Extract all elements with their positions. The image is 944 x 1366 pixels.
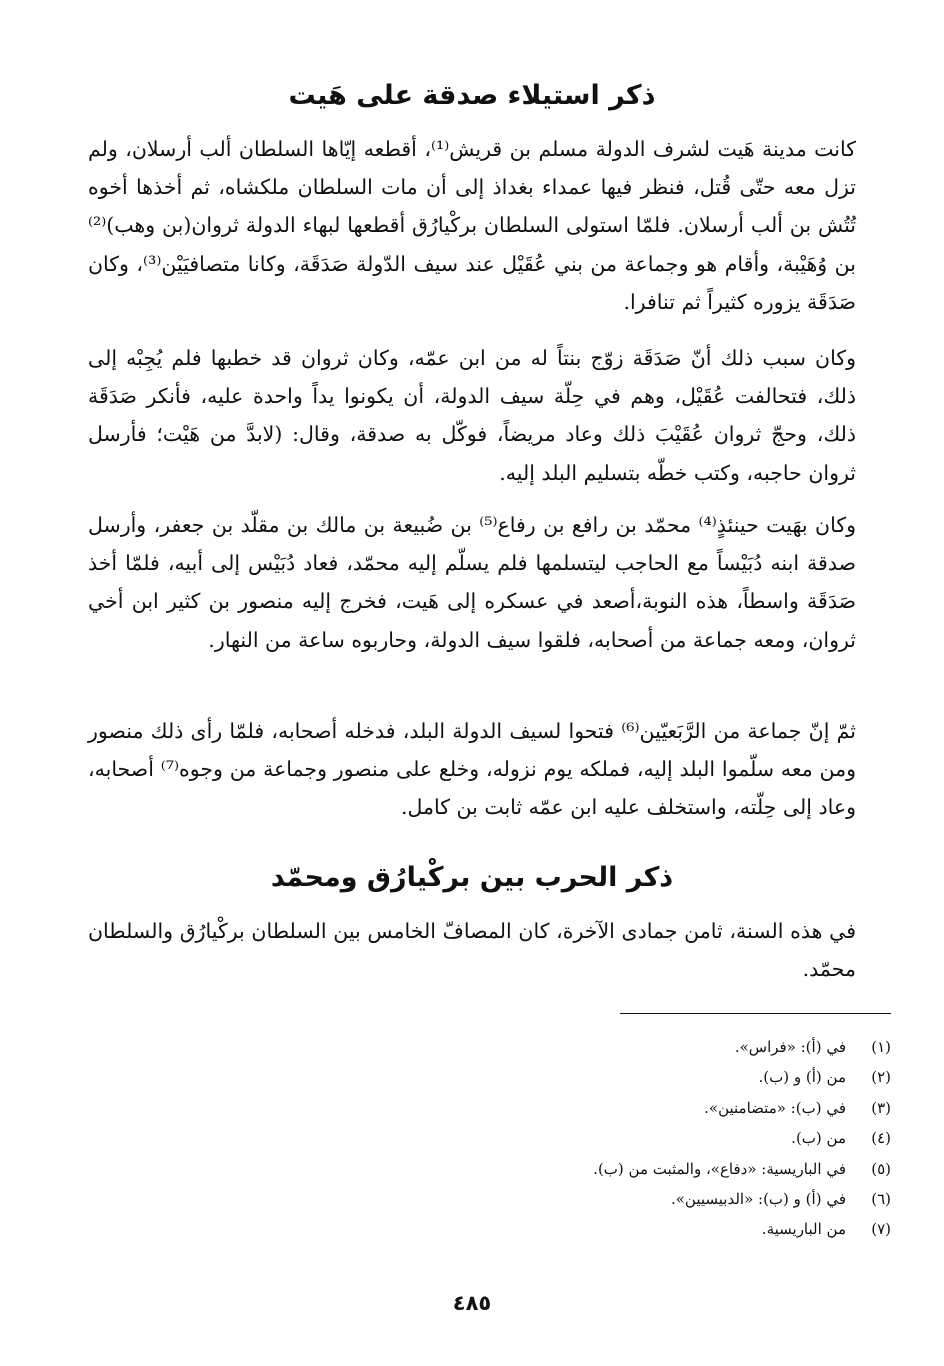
footnote-text: في (ب): «متضامنين».: [704, 1098, 846, 1117]
footnote-text: من الباريسية.: [761, 1220, 846, 1239]
footnote: [471, 1184, 891, 1214]
footnote-number: (٣): [871, 1098, 891, 1117]
paragraph-4: ثمّ إنّ جماعة من الرَّبَعيّين⁽⁶⁾ فتحوا لسيف الدولة البلد، فدخله أصحابه، فلمّا رأى ذلك منصور ومن معه سلّموا البلد إليه، فملكه يوم نزوله، وخلع على منصور وجماعة من وجوه⁽⁷⁾ أصحابه، وعاد إلى حِلّته، واستخلف عليه ابن عمّه ثابت بن كامل.: [88, 719, 856, 820]
footnote: [471, 1214, 891, 1244]
footnote-number: (١): [871, 1038, 891, 1056]
footnotes-list: [471, 1032, 891, 1245]
footnote: [471, 1032, 891, 1062]
footnote-text: في (أ) و (ب): «الدبيسيين».: [670, 1190, 846, 1209]
footnote: [471, 1154, 891, 1184]
page-number: ٤٨٥: [452, 1291, 492, 1315]
section-heading-hit: ذكر استيلاء صدقة على هَيت: [288, 80, 656, 111]
footnote-text: من (ب).: [791, 1129, 846, 1148]
footnote-separator: [620, 1013, 891, 1014]
footnote-text: في (أ): «فراس».: [734, 1038, 846, 1056]
paragraph-1: كانت مدينة هَيت لشرف الدولة مسلم بن قريش⁽¹⁾، أقطعه إيّاها السلطان ألب أرسلان، ولم تزل معه حتّى قُتل، فنظر فيها عمداء بغداذ إلى أن مات السلطان ملكشاه، ثم أخذها أخوه تُتُش بن ألب أرسلان. فلمّا استولى السلطان بركْيارُق أقطعها لبهاء الدولة ثروان(بن وهب)⁽²⁾ بن وُهَيْبة، وأقام هو وجماعة من بني عُقَيْل عند سيف الدّولة صَدَقَة، وكانا متصافيَيْن⁽³⁾، وكان صَدَقَة يزوره كثيراً ثم تنافرا.: [88, 137, 856, 314]
paragraph-3: وكان بهَيت حينئذٍ⁽⁴⁾ محمّد بن رافع بن رفاع⁽⁵⁾ بن ضُبيعة بن مالك بن مقلّد بن جعفر، وأرسل صدقة ابنه دُبَيْساً مع الحاجب ليتسلمها فلم يسلّم إليه محمّد، فعاد دُبَيْس إلى أبيه، فلمّا أخذ صَدَقَة واسطاً، هذه النوبة،أصعد في عسكره إلى هَيت، فخرج إليه منصور بن كثير ابن أخي ثروان، ومعه جماعة من أصحابه، فلقوا سيف الدولة، وحاربوه ساعة من النهار.: [88, 513, 856, 652]
footnote-number: (٤): [871, 1129, 891, 1148]
footnote: [471, 1062, 891, 1092]
footnote-text: من (أ) و (ب).: [758, 1068, 846, 1087]
paragraph-5: في هذه السنة، ثامن جمادى الآخرة، كان المصافّ الخامس بين السلطان بركْيارُق والسلطان محمّد.: [88, 919, 856, 982]
footnote-number: (٦): [871, 1190, 891, 1209]
footnote: [471, 1123, 891, 1153]
footnote-number: (٢): [871, 1068, 891, 1087]
footnote-text: في الباريسية: «دفاع»، والمثبت من (ب).: [593, 1159, 846, 1178]
footnote-number: (٧): [871, 1220, 891, 1239]
footnote: [471, 1093, 891, 1123]
footnote-number: (٥): [871, 1159, 891, 1178]
section-heading-war: ذكر الحرب بين بركْيارُق ومحمّد: [270, 862, 674, 893]
paragraph-2: وكان سبب ذلك أنّ صَدَقَة زوّج بنتاً له من ابن عمّه، وكان ثروان قد خطبها فلم يُجِبْه إلى ذلك، فتحالفت عُقَيْل، وهم في حِلّة سيف الدولة، أن يكونوا يداً واحدة عليه، فأنكر صَدَقَة ذلك، وحجّ ثروان عُقَيْبَ ذلك وعاد مريضاً، فوكّل به صدقة، وقال: (لابدَّ من هَيْت؛ فأرسل ثروان حاجبه، وكتب خطّه بتسليم البلد إليه.: [88, 346, 856, 485]
